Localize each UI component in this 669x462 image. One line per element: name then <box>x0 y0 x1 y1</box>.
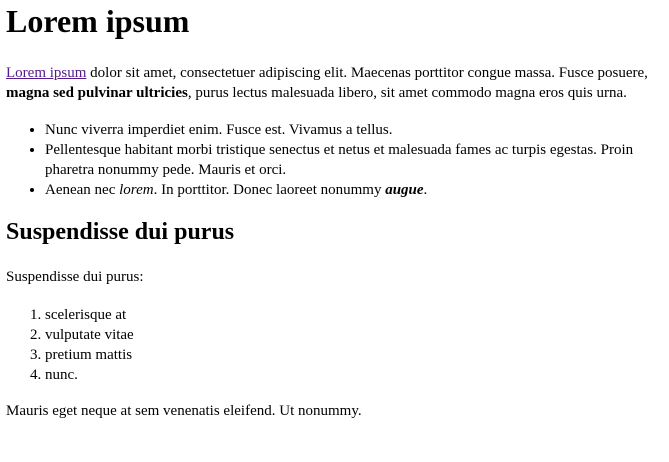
numbered-item-2: 2. vulputate vitae <box>45 325 661 345</box>
intro-paragraph <box>6 63 661 103</box>
closing-paragraph: Mauris eget neque at sem venenatis eleifend. Ut nonummy. <box>6 403 362 419</box>
bullet-item-1: • Nunc viverra imperdiet enim. Fusce est. Vivamus a tellus. <box>45 120 661 140</box>
bullet-3-text-3: . <box>423 182 428 198</box>
numbered-item-4: 4. nunc. <box>45 365 661 385</box>
list-intro: Suspendisse dui purus: <box>6 269 144 285</box>
lorem-ipsum-link[interactable]: Lorem ipsum <box>6 65 87 81</box>
document-page <box>0 3 669 421</box>
bullet-3-text-2: . In porttitor. Donec laoreet nonummy <box>153 182 386 198</box>
numbered-list <box>6 305 661 385</box>
page-title: Lorem ipsum <box>6 3 190 39</box>
bullet-3-text-1: Aenean nec <box>45 182 120 198</box>
bullet-list <box>6 120 661 200</box>
numbered-item-1: 1. scelerisque at <box>45 305 661 325</box>
intro-text-2: , purus lectus malesuada libero, sit amet commodo magna eros quis urna. <box>187 85 627 101</box>
bullet-3-bold-italic: augue <box>385 182 424 198</box>
intro-text-1: dolor sit amet, consectetuer adipiscing elit. Maecenas porttitor congue massa. Fusce posuere, <box>86 65 648 81</box>
numbered-item-3: 3. pretium mattis <box>45 345 661 365</box>
section-heading: Suspendisse dui purus <box>6 219 235 245</box>
bullet-item-2: • Pellentesque habitant morbi tristique senectus et netus et malesuada fames ac turpis egestas. Proin pharetra nonummy pede. Mauris et orci. <box>45 140 661 180</box>
bullet-3-italic: lorem <box>119 182 154 198</box>
intro-bold-text: magna sed pulvinar ultricies <box>6 85 188 101</box>
bullet-item-3 <box>45 180 661 200</box>
